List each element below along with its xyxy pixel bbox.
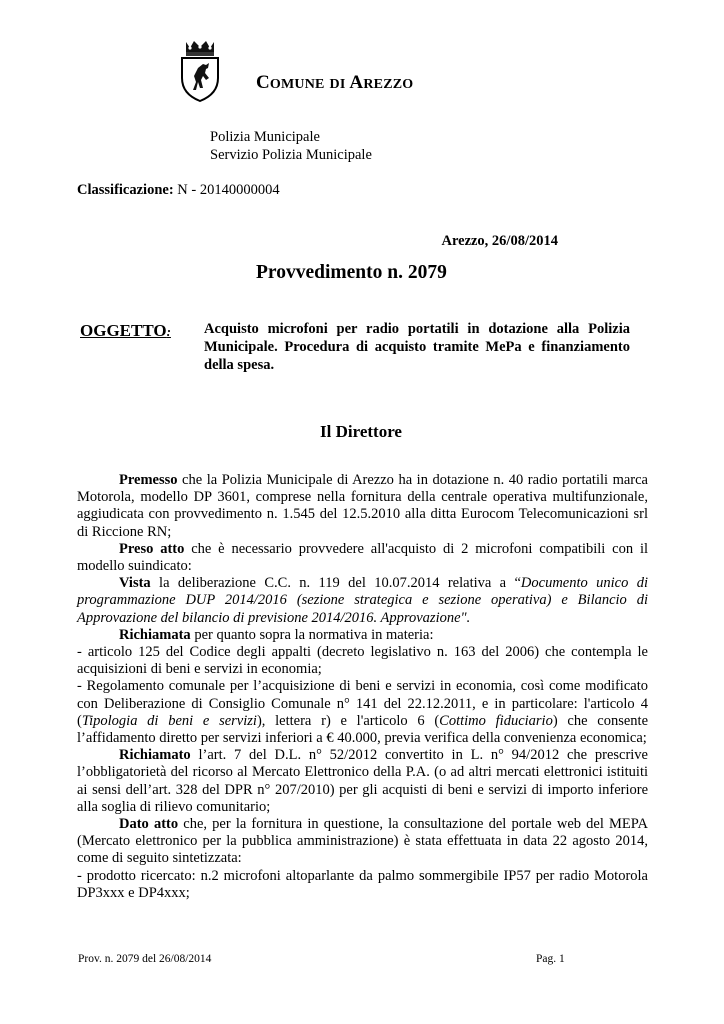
title-letter-c: C	[256, 72, 270, 93]
oggetto-text: Acquisto microfoni per radio portatili in dotazione alla Polizia Municipale. Procedura di acquisto tramite MePa e finanziamento della spesa.	[204, 321, 630, 373]
paragraph-vista	[77, 575, 648, 627]
dato-atto-text: che, per la fornitura in questione, la consultazione del portale web del MEPA (Mercato elettronico per la pubblica amministrazione) è stata effettuata in data 22 agosto 2014, come di seguito sintetizzata:	[77, 816, 648, 867]
classification-label: Classificazione:	[77, 182, 174, 198]
paragraph-prodotto-ricercato: - prodotto ricercato: n.2 microfoni altoparlante da palmo sommergibile IP57 per radio Motorola DP3xxx e DP4xxx;	[77, 867, 648, 901]
paragraph-preso-atto	[77, 541, 648, 575]
paragraph-dato-atto	[77, 816, 648, 868]
section-title: Il Direttore	[320, 422, 402, 441]
classification-value: N - 20140000004	[177, 182, 280, 198]
paragraph-richiamata	[77, 627, 648, 644]
premesso-bold: Premesso	[119, 472, 178, 488]
richiamato-text: l’art. 7 del D.L. n° 52/2012 convertito in L. n° 94/2012 che prescrive l’obbligatorietà del ricorso al Mercato Elettronico della P.A. (o ad altri mercati elettronici istituiti ai sensi dell’art. 328 del DPR n° 207/2010) per gli acquisti di beni e servizi di importo inferiore alla soglia di rilievo comunitario;	[77, 747, 648, 815]
document-date: Arezzo, 26/08/2014	[441, 233, 558, 249]
regolamento-text-b: ), lettera r) e l'articolo 6 (	[256, 712, 440, 729]
office-line-2: Servizio Polizia Municipale	[210, 147, 372, 163]
provvedimento-title: Provvedimento n. 2079	[256, 262, 447, 283]
preso-atto-bold: Preso atto	[119, 540, 185, 557]
richiamata-bold: Richiamata	[119, 626, 191, 643]
oggetto-label-text: OGGETTO	[80, 321, 167, 340]
richiamata-text: per quanto sopra la normativa in materia:	[190, 626, 434, 643]
premesso-text: che la Polizia Municipale di Arezzo ha in dotazione n. 40 radio portatili marca Motorola, modello DP 3601, comprese nella fornitura della centrale operativa multifunzionale, aggiudicata con provvedimento n. 1.545 del 12.5.2010 alla ditta Eurocom Telecomunicazioni srl di Riccione RN;	[77, 472, 648, 540]
vista-bold: Vista	[119, 575, 151, 592]
title-di: DI	[329, 77, 346, 92]
office-line-1: Polizia Municipale	[210, 129, 320, 145]
regolamento-text-a: - Regolamento comunale per l’acquisizione di beni e servizi in economia, così come modificato con Deliberazione di Consiglio Comunale n° 141 del 22.12.2011, e in particolare: l'articolo 4 (	[77, 678, 648, 729]
vista-italic: Documento unico di programmazione DUP 2014/2016 (sezione strategica e sezione operativa) e Bilancio di Approvazione del bilancio di previsione 2014/2016. Approvazione".	[77, 575, 648, 626]
paragraph-regolamento	[77, 678, 648, 747]
title-letter-a: A	[349, 72, 364, 93]
footer-page-number: Pag. 1	[536, 953, 565, 965]
oggetto-colon: :	[166, 324, 171, 339]
paragraph-richiamato	[77, 747, 648, 816]
regolamento-italic-a: Tipologia di beni e servizi	[81, 712, 257, 729]
regolamento-text-c: ) che consente l’affidamento diretto per servizi inferiori a € 40.000, previa verifica della convenienza economica;	[77, 712, 649, 747]
title-omune: OMUNE	[269, 77, 325, 92]
paragraph-premesso	[77, 472, 648, 541]
richiamato-bold: Richiamato	[119, 747, 191, 764]
document-body	[77, 472, 648, 902]
preso-atto-text: che è necessario provvedere all'acquisto di 2 microfoni compatibili con il modello suindicato:	[77, 540, 648, 575]
dato-atto-bold: Dato atto	[119, 816, 179, 833]
classification	[77, 182, 280, 199]
vista-text: la deliberazione C.C. n. 119 del 10.07.2014 relativa a “	[150, 575, 521, 592]
comune-title	[256, 72, 413, 94]
paragraph-articolo-125: - articolo 125 del Codice degli appalti (decreto legislativo n. 163 del 2006) che contempla le acquisizioni di beni e servizi in economia;	[77, 644, 648, 678]
office-block	[210, 128, 372, 164]
title-rezzo: REZZO	[363, 77, 414, 92]
comune-arezzo-crest-logo	[176, 38, 224, 104]
oggetto-label	[80, 321, 171, 341]
footer-reference: Prov. n. 2079 del 26/08/2014	[78, 953, 212, 965]
regolamento-italic-b: Cottimo fiduciario	[439, 712, 553, 729]
